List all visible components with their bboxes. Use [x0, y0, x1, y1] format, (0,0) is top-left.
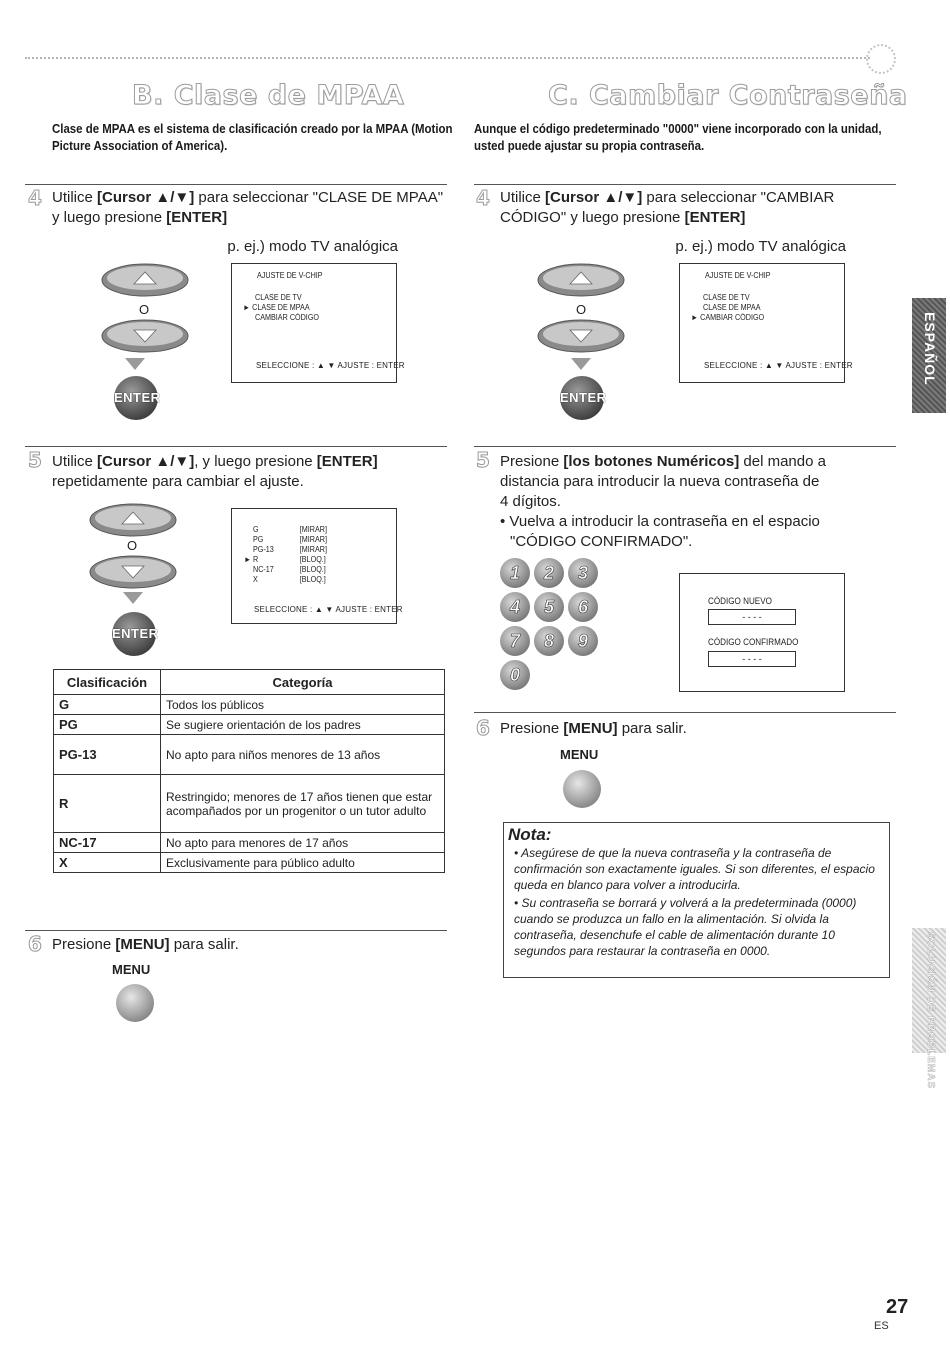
section-b-intro: Clase de MPAA es el sistema de clasificación creado por la MPAA (Motion Picture Association of America). [52, 121, 453, 153]
cursor-up-button[interactable] [100, 262, 190, 298]
note-box [503, 822, 890, 978]
table-header-category: Categoría [161, 670, 445, 695]
rating-description: Restringido; menores de 17 años tienen que estar acompañados por un progenitor o un tutor adulto [161, 775, 445, 833]
rating-description: No apto para niños menores de 13 años [161, 735, 445, 775]
section-b-step5-rule [25, 446, 447, 447]
step-5-number: 5 [28, 448, 42, 472]
top-circle-ornament [866, 44, 896, 74]
section-b-step4-text: Utilice [Cursor ▲/▼] para seleccionar "CLASE DE MPAA" y luego presione [ENTER] [52, 189, 444, 226]
osd-rating-value: [MIRAR] [299, 525, 328, 534]
osd-rating-code: X [253, 575, 258, 584]
rating-code: PG [54, 715, 161, 735]
osd-rating-value: [BLOQ.] [299, 575, 326, 584]
osd-rating-code: G [253, 525, 259, 534]
rating-code: G [54, 695, 161, 715]
cursor-up-button[interactable] [88, 502, 178, 538]
section-b-step5-text: Utilice [Cursor ▲/▼], y luego presione [ENTER] repetidamente para cambiar el ajuste. [52, 453, 378, 490]
enter-button[interactable]: ENTER [112, 612, 156, 656]
osd-screen-change-code [679, 573, 845, 692]
table-row [54, 853, 445, 873]
rating-description: Se sugiere orientación de los padres [161, 715, 445, 735]
rating-code: R [54, 775, 161, 833]
confirm-code-label: CÓDIGO CONFIRMADO [708, 637, 799, 647]
rating-description: Todos los públicos [161, 695, 445, 715]
section-c-step6-rule [474, 712, 896, 713]
or-label: O [139, 302, 150, 317]
step-5-number: 5 [476, 448, 490, 472]
number-button-3[interactable]: 3 [568, 558, 598, 588]
selected-marker: ► [244, 555, 252, 564]
enter-button[interactable]: ENTER [114, 376, 158, 420]
table-row [54, 695, 445, 715]
table-row [54, 833, 445, 853]
osd-rating-value: [MIRAR] [299, 535, 328, 544]
top-dotted-rule [25, 57, 870, 59]
osd-rating-value: [MIRAR] [299, 545, 328, 554]
number-button-6[interactable]: 6 [568, 592, 598, 622]
osd-rating-code: PG-13 [253, 545, 274, 554]
rating-description: No apto para menores de 17 años [161, 833, 445, 853]
table-row [54, 715, 445, 735]
cursor-down-button[interactable] [88, 554, 178, 590]
section-c-intro: Aunque el código predeterminado "0000" viene incorporado con la unidad, usted puede ajustar su propia contraseña. [474, 121, 882, 153]
number-button-1[interactable]: 1 [500, 558, 530, 588]
note-bullet: • Su contraseña se borrará y volverá a la predeterminada (0000) cuando se produzca un fallo en la alimentación. Si olvida la contraseña, desenchufe el cable de alimentación durante 10 segundos para restaurar la contraseña en 0000. [514, 896, 857, 958]
arrow-down-icon [123, 592, 143, 604]
section-c-step5-text: Presione [los botones Numéricos] del mando a distancia para introducir la nueva contraseña de 4 dígitos. • Vuelva a introducir la contraseña en el espacio "CÓDIGO CONFIRMADO". [500, 453, 826, 550]
cursor-down-button[interactable] [536, 318, 626, 354]
section-b-step6-rule [25, 930, 447, 931]
arrow-down-icon [125, 358, 145, 370]
menu-button[interactable] [563, 770, 601, 808]
or-label: O [127, 538, 138, 553]
section-c-step6-text: Presione [MENU] para salir. [500, 720, 687, 737]
number-button-5[interactable]: 5 [534, 592, 564, 622]
cursor-down-button[interactable] [100, 318, 190, 354]
osd-screen-vchip-menu: AJUSTE DE V-CHIP CLASE DE TV CLASE DE MPAA ► CAMBIAR CÓDIGO SELECCIONE : ▲ ▼ AJUSTE : ENTER [679, 263, 845, 383]
enter-button[interactable]: ENTER [560, 376, 604, 420]
new-code-field[interactable]: - - - - [708, 609, 796, 625]
step-6-number: 6 [476, 716, 490, 740]
number-button-4[interactable]: 4 [500, 592, 530, 622]
osd-screen-mpaa-list: G [MIRAR] PG [MIRAR] PG-13 [MIRAR] ► R [BLOQ.] NC-17 [BLOQ.] X [BLOQ.] SELECCIONE : ▲ ▼ AJUSTE : ENTER [231, 508, 397, 624]
table-row [54, 775, 445, 833]
cursor-up-button[interactable] [536, 262, 626, 298]
menu-label: MENU [560, 747, 599, 762]
section-b-step6-text: Presione [MENU] para salir. [52, 936, 239, 953]
step-6-number: 6 [28, 932, 42, 956]
confirm-code-field[interactable]: - - - - [708, 651, 796, 667]
number-button-9[interactable]: 9 [568, 626, 598, 656]
number-button-0[interactable]: 0 [500, 660, 530, 690]
section-b-step4-example: p. ej.) modo TV analógica [227, 238, 398, 255]
section-c-step4-example: p. ej.) modo TV analógica [675, 238, 846, 255]
tab-espanol[interactable]: ESPAÑOL [912, 298, 946, 413]
mpaa-rating-table [53, 669, 445, 873]
or-label: O [576, 302, 587, 317]
osd-rating-value: [BLOQ.] [299, 555, 326, 564]
note-bullet: • Asegúrese de que la nueva contraseña y la contraseña de confirmación son exactamente iguales. Si son diferentes, el espacio queda en blanco para volver a introducirla. [514, 846, 875, 892]
note-title: Nota: [508, 825, 552, 844]
page-number: 27 [886, 1296, 909, 1318]
table-header-rating: Clasificación [54, 670, 161, 695]
number-button-7[interactable]: 7 [500, 626, 530, 656]
osd-rating-code: NC-17 [253, 565, 274, 574]
number-button-8[interactable]: 8 [534, 626, 564, 656]
new-code-label: CÓDIGO NUEVO [708, 596, 772, 606]
rating-code: X [54, 853, 161, 873]
section-b-title: B. Clase de MPAA [132, 80, 405, 111]
menu-label: MENU [112, 962, 151, 977]
osd-rating-code: PG [253, 535, 264, 544]
rating-code: NC-17 [54, 833, 161, 853]
section-c-step5-rule [474, 446, 896, 447]
section-b-step4-rule [25, 184, 447, 185]
step-4-number: 4 [476, 186, 490, 210]
section-c-step4-text: Utilice [Cursor ▲/▼] para seleccionar "CAMBIAR CÓDIGO" y luego presione [ENTER] [500, 189, 835, 226]
section-c-step4-rule [474, 184, 896, 185]
step-4-number: 4 [28, 186, 42, 210]
number-button-2[interactable]: 2 [534, 558, 564, 588]
page-language: ES [874, 1320, 889, 1332]
number-pad [500, 558, 640, 688]
tab-solucion-problemas[interactable]: SOLUCIÓN DE PROBLEMAS [912, 928, 946, 1053]
osd-rating-value: [BLOQ.] [299, 565, 326, 574]
menu-button[interactable] [116, 984, 154, 1022]
rating-description: Exclusivamente para público adulto [161, 853, 445, 873]
osd-screen-vchip-menu: AJUSTE DE V-CHIP CLASE DE TV ► CLASE DE MPAA CAMBIAR CÓDIGO SELECCIONE : ▲ ▼ AJUSTE : ENTER [231, 263, 397, 383]
section-c-title: C. Cambiar Contraseña [548, 80, 908, 111]
table-row [54, 735, 445, 775]
rating-code: PG-13 [54, 735, 161, 775]
osd-rating-code: R [253, 555, 259, 564]
arrow-down-icon [571, 358, 591, 370]
